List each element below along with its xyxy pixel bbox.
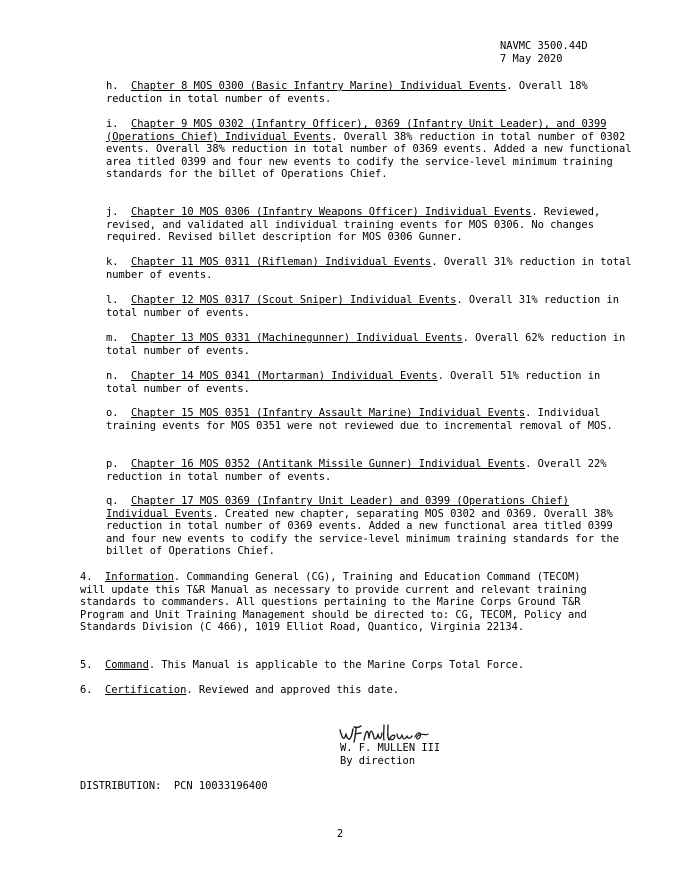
paragraph-title: Chapter 16 MOS 0352 (Antitank Missile Gunner) Individual Events (131, 458, 526, 470)
paragraph-j (80, 206, 636, 244)
paragraph-n (80, 370, 636, 395)
section-title: Information (105, 571, 174, 583)
paragraph-marker: k. (106, 256, 119, 268)
section-body: . This Manual is applicable to the Marine Corps Total Force. (148, 659, 525, 671)
paragraph-marker: q. (106, 495, 119, 507)
section-number: 6. (80, 684, 93, 696)
paragraph-title: Chapter 14 MOS 0341 (Mortarman) Individual Events (131, 370, 438, 382)
distribution-label: DISTRIBUTION: (80, 780, 162, 792)
paragraph-q (80, 495, 636, 558)
document-id: NAVMC 3500.44D (500, 40, 588, 52)
paragraph-body: . Overall 18% reduction in total number of events. (106, 80, 588, 105)
paragraph-m (80, 332, 636, 357)
paragraph-marker: n. (106, 370, 119, 382)
paragraph-o (80, 407, 636, 432)
paragraph-marker: l. (106, 294, 119, 306)
paragraph-title: Chapter 9 MOS 0302 (Infantry Officer), 0369 (Infantry Unit Leader), and 0399 (Operations Chief) Individual Events (106, 118, 607, 143)
paragraph-marker: i. (106, 118, 119, 130)
paragraph-body: . Overall 31% reduction in total number of events. (106, 294, 619, 319)
paragraph-title: Chapter 8 MOS 0300 (Basic Infantry Marine) Individual Events (131, 80, 507, 92)
paragraph-body: . Individual training events for MOS 0351 were not reviewed due to incremental removal of MOS. (106, 407, 613, 432)
paragraph-marker: h. (106, 80, 119, 92)
page-number: 2 (336, 828, 344, 840)
paragraph-body: . Overall 31% reduction in total number of events. (106, 256, 632, 281)
paragraph-body: . Overall 51% reduction in total number of events. (106, 370, 601, 395)
signer-authority: By direction (340, 754, 416, 767)
section-command (80, 659, 610, 672)
section-title: Command (105, 659, 149, 671)
paragraph-body: . Overall 38% reduction in total number of 0302 events. Overall 38% reduction in total number of 0369 events. Added a new functional area titled 0399 and four new events to codify the service-level minimum training standards for the billet of Operations Chief. (106, 130, 632, 181)
paragraph-marker: m. (106, 332, 119, 344)
paragraph-body: . Overall 62% reduction in total number of events. (106, 332, 626, 357)
section-title: Certification (105, 684, 187, 696)
paragraph-title: Chapter 17 MOS 0369 (Infantry Unit Leader) and 0399 (Operations Chief) Individual Events (106, 495, 569, 520)
document-header (500, 40, 588, 65)
paragraph-body: . Overall 22% reduction in total number of events. (106, 458, 607, 483)
paragraph-marker: p. (106, 458, 119, 470)
paragraph-h (80, 80, 636, 105)
distribution-line (80, 780, 268, 793)
paragraph-title: Chapter 12 MOS 0317 (Scout Sniper) Individual Events (131, 294, 457, 306)
paragraph-title: Chapter 15 MOS 0351 (Infantry Assault Marine) Individual Events (131, 407, 526, 419)
signer-name: W. F. MULLEN III (340, 742, 441, 754)
paragraph-p (80, 458, 636, 483)
paragraph-marker: o. (106, 407, 119, 419)
paragraph-i (80, 118, 636, 181)
section-number: 5. (80, 659, 93, 671)
paragraph-marker: j. (106, 206, 119, 218)
paragraph-k (80, 256, 636, 281)
section-number: 4. (80, 571, 93, 583)
distribution-value: PCN 10033196400 (173, 780, 268, 792)
section-body: . Reviewed and approved this date. (186, 684, 400, 696)
section-body: . Commanding General (CG), Training and Education Command (TECOM) will update this T&R Manual as necessary to provide current and relevant training standards to commanders. All questions pertaining to the Marine Corps Ground T&R Program and Unit Training Management should be directed to: CG, TECOM, Policy and Standards Division (C 466), 1019 Elliot Road, Quantico, Virginia 22134. (80, 571, 587, 634)
document-date: 7 May 2020 (500, 52, 563, 65)
paragraph-l (80, 294, 636, 319)
paragraph-title: Chapter 11 MOS 0311 (Rifleman) Individual Events (131, 256, 432, 268)
paragraph-body: . Reviewed, revised, and validated all individual training events for MOS 0306. No changes required. Revised billet description for MOS 0306 Gunner. (106, 206, 601, 244)
signature-block (340, 742, 440, 767)
paragraph-title: Chapter 13 MOS 0331 (Machinegunner) Individual Events (131, 332, 463, 344)
section-information (80, 571, 610, 634)
paragraph-body: . Created new chapter, separating MOS 0302 and 0369. Overall 38% reduction in total number of 0369 events. Added a new functional area titled 0399 and four new events to codify the service-level minimum training standards for the billet of Operations Chief. (106, 507, 619, 558)
paragraph-title: Chapter 10 MOS 0306 (Infantry Weapons Officer) Individual Events (131, 206, 532, 218)
section-certification (80, 684, 610, 697)
